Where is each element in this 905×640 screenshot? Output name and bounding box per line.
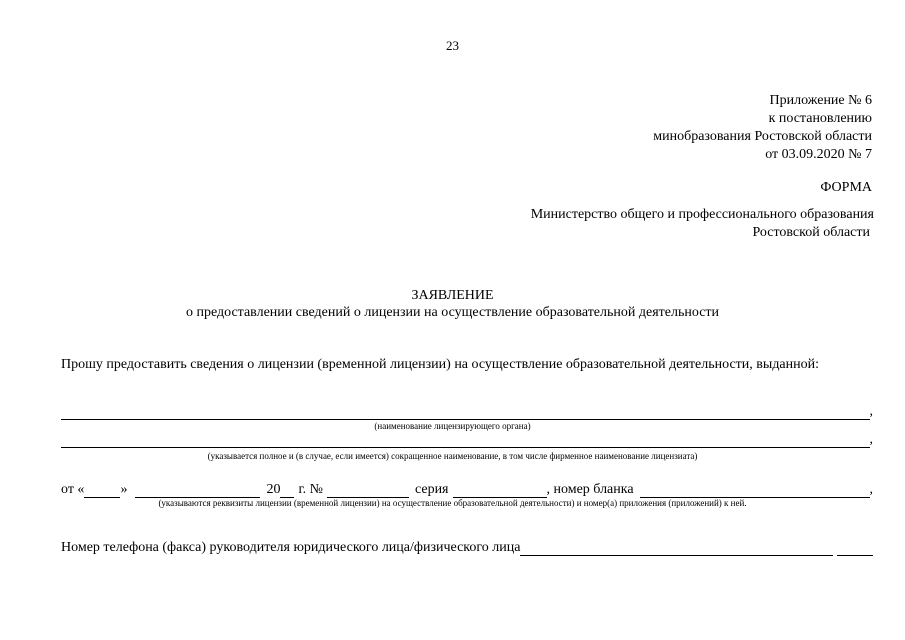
licensing-authority-comma: , [869, 404, 873, 419]
licensee-name-row [61, 432, 873, 448]
phone-label: Номер телефона (факса) руководителя юридического лица/физического лица [61, 540, 521, 555]
title-heading: ЗАЯВЛЕНИЕ [411, 288, 494, 303]
license-details-caption: (указываются реквизиты лицензии (временной лицензии) на осуществление образовательной деятельности) и номер(а) приложения (приложений) к ней. [158, 498, 747, 508]
details-end-comma: , [869, 482, 873, 497]
document-title [0, 287, 905, 321]
licensing-authority-caption: (наименование лицензирующего органа) [374, 421, 531, 431]
appendix-line-1: Приложение № 6 [769, 93, 872, 108]
ministry-line-2: Ростовской области [752, 225, 870, 240]
form-label: ФОРМА [820, 180, 872, 195]
phone-extra-field[interactable] [837, 541, 873, 556]
page-number: 23 [446, 38, 459, 53]
phone-field[interactable] [520, 541, 833, 556]
month-field[interactable] [135, 483, 260, 498]
licensing-authority-field[interactable] [61, 405, 870, 420]
number-label: г. № [298, 482, 323, 497]
from-label: от « [61, 482, 85, 497]
title-subheading: о предоставлении сведений о лицензии на осуществление образовательной деятельности [185, 305, 720, 320]
year-field[interactable] [280, 483, 294, 498]
blank-number-field[interactable] [640, 483, 870, 498]
license-details-row [61, 482, 873, 498]
year-prefix: 20 [266, 482, 281, 497]
phone-row [61, 540, 873, 556]
licensee-name-comma: , [869, 432, 873, 447]
ministry-line-1: Министерство общего и профессионального образования [530, 207, 874, 222]
licensee-name-field[interactable] [61, 433, 870, 448]
blank-number-label: , номер бланка [546, 482, 634, 497]
licensing-authority-row [61, 404, 873, 420]
close-quote: » [120, 482, 128, 497]
day-field[interactable] [84, 483, 120, 498]
appendix-block [653, 92, 872, 164]
appendix-line-3: минобразования Ростовской области [653, 129, 872, 144]
licensee-name-caption: (указывается полное и (в случае, если имеется) сокращенное наименование, в том числе фирменное наименование лицензиата) [207, 451, 698, 461]
series-label: серия [414, 482, 449, 497]
appendix-line-2: к постановлению [768, 111, 872, 126]
license-number-field[interactable] [327, 483, 409, 498]
appendix-line-4: от 03.09.2020 № 7 [765, 147, 872, 162]
series-field[interactable] [453, 483, 547, 498]
ministry-block [531, 206, 874, 242]
request-text: Прошу предоставить сведения о лицензии (временной лицензии) на осуществление образовательной деятельности, выданной: [61, 357, 820, 372]
